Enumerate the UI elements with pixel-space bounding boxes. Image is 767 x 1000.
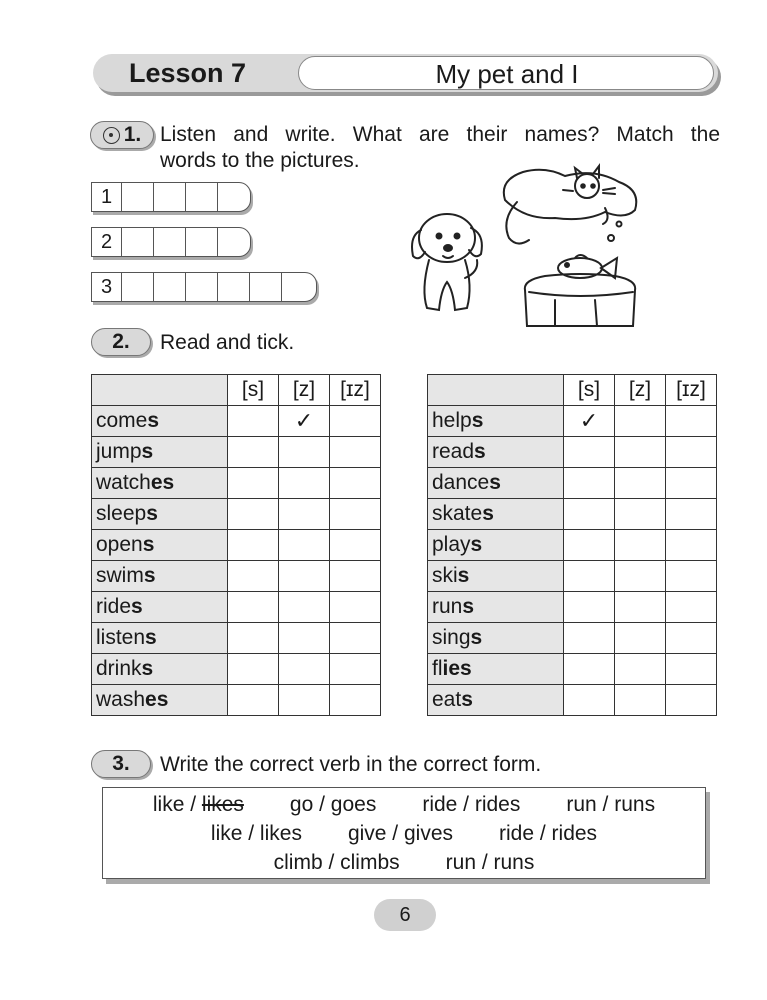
verb-ending: s (142, 533, 155, 556)
table-row (92, 468, 381, 499)
sound-table-right (427, 374, 717, 716)
lesson-number: Lesson 7 (129, 58, 247, 88)
letter-cell[interactable] (122, 273, 154, 301)
letter-cell[interactable] (154, 273, 186, 301)
tick-cell[interactable] (330, 499, 381, 530)
task2-instruction: Read and tick. (160, 331, 295, 354)
tick-cell[interactable] (615, 623, 666, 654)
word-bank-item: like / likes (152, 793, 244, 816)
page-number: 6 (374, 899, 436, 931)
header-blank-cell (92, 375, 228, 406)
tick-cell[interactable] (564, 530, 615, 561)
word-bank-item: go / goes (289, 793, 377, 816)
verb-stem: drink (96, 657, 142, 680)
tick-cell[interactable] (330, 530, 381, 561)
table-row (428, 530, 717, 561)
tick-cell[interactable] (666, 561, 717, 592)
table-row (428, 561, 717, 592)
tick-cell[interactable] (564, 592, 615, 623)
lesson-title: My pet and I (435, 59, 579, 89)
tick-cell[interactable] (279, 592, 330, 623)
tick-cell[interactable] (564, 685, 615, 716)
task3-number-badge (91, 750, 151, 778)
tick-cell[interactable] (228, 468, 279, 499)
tick-cell[interactable] (666, 654, 717, 685)
verb-stem: watch (96, 471, 151, 494)
task1-number: 1. (123, 123, 142, 146)
puppy-icon (412, 214, 482, 310)
verb-stem: swim (96, 564, 144, 587)
tick-cell[interactable] (228, 437, 279, 468)
letter-cell[interactable] (186, 228, 218, 256)
verb-cell (92, 623, 228, 654)
sound-header-cell: [z] (615, 375, 666, 406)
verb-ending: s (141, 440, 154, 463)
letter-cell[interactable] (186, 183, 218, 211)
tick-cell[interactable] (279, 468, 330, 499)
verb-cell (428, 530, 564, 561)
tick-cell[interactable] (666, 406, 717, 437)
verb-cell (428, 437, 564, 468)
table-row (92, 437, 381, 468)
letter-cell[interactable] (218, 183, 250, 211)
audio-disc-icon (103, 127, 120, 144)
sound-header-cell: [s] (228, 375, 279, 406)
word-bank-item: run / runs (566, 793, 656, 816)
tick-cell[interactable] (564, 437, 615, 468)
tick-cell[interactable] (666, 685, 717, 716)
verb-stem: run (432, 595, 463, 618)
table-row (428, 623, 717, 654)
task3-instruction: Write the correct verb in the correct form. (160, 753, 542, 776)
tick-cell[interactable] (615, 592, 666, 623)
verb-stem: ski (432, 564, 458, 587)
tick-cell[interactable] (666, 499, 717, 530)
tick-cell[interactable] (666, 592, 717, 623)
verb-stem: wash (96, 688, 146, 711)
tick-cell[interactable] (615, 561, 666, 592)
table-row (92, 499, 381, 530)
fish-bowl-icon (525, 222, 635, 327)
tick-cell[interactable] (228, 406, 279, 437)
verb-ending: s (145, 626, 157, 649)
sound-header-cell: [s] (564, 375, 615, 406)
verb-cell (92, 530, 228, 561)
verb-cell (428, 654, 564, 685)
table-header-row (92, 375, 381, 406)
table-row (92, 654, 381, 685)
tick-cell[interactable] (279, 530, 330, 561)
verb-stem: dance (432, 471, 490, 494)
tick-cell[interactable] (564, 499, 615, 530)
tick-cell[interactable] (564, 561, 615, 592)
verb-ending: s (471, 409, 484, 432)
verb-stem: read (432, 440, 475, 463)
tick-cell[interactable] (666, 437, 717, 468)
tick-cell[interactable] (330, 654, 381, 685)
verb-stem: play (432, 533, 471, 556)
table-row (428, 685, 717, 716)
verb-ending: s (147, 409, 160, 432)
verb-stem: eat (432, 688, 462, 711)
verb-ending: s (143, 564, 156, 587)
letter-cell[interactable] (122, 228, 154, 256)
word-bank-line-3 (103, 851, 705, 875)
tick-cell[interactable] (615, 685, 666, 716)
verb-stem: help (432, 409, 472, 432)
tick-cell[interactable] (228, 499, 279, 530)
word-bank-line-1 (103, 793, 705, 817)
word-bank-line-2 (103, 822, 705, 846)
sound-header-cell: [ɪz] (330, 375, 381, 406)
verb-cell (92, 437, 228, 468)
word-bank (102, 787, 706, 879)
tick-cell[interactable] (279, 561, 330, 592)
checkmark-icon: ✓ (294, 408, 314, 433)
verb-cell (428, 623, 564, 654)
verb-ending: s (146, 502, 158, 525)
tick-cell[interactable] (564, 623, 615, 654)
letter-cell[interactable] (282, 273, 314, 301)
word-bank-item: climb / climbs (273, 851, 400, 874)
tick-cell[interactable] (615, 530, 666, 561)
tick-cell[interactable] (666, 623, 717, 654)
verb-stem: open (96, 533, 143, 556)
letter-cell[interactable] (154, 228, 186, 256)
tick-cell[interactable] (279, 499, 330, 530)
tick-cell[interactable] (615, 406, 666, 437)
table-row (428, 654, 717, 685)
letter-cell[interactable] (186, 273, 218, 301)
verb-ending: s (457, 564, 470, 587)
word-bank-item: like / likes (210, 822, 302, 845)
letter-cell[interactable] (154, 183, 186, 211)
table-row (92, 592, 381, 623)
verb-stem: ride (96, 595, 132, 618)
tick-cell[interactable] (615, 468, 666, 499)
answer-box-label: 2 (92, 228, 122, 256)
tick-cell[interactable] (330, 685, 381, 716)
tick-cell[interactable] (228, 530, 279, 561)
verb-cell (92, 592, 228, 623)
table-row (92, 406, 381, 437)
task1-instruction-line2: words to the pictures. (160, 149, 360, 172)
cat-icon (504, 166, 636, 244)
letter-cell[interactable] (218, 228, 250, 256)
tick-cell[interactable] (228, 561, 279, 592)
table-row (428, 437, 717, 468)
tick-cell[interactable] (279, 437, 330, 468)
tick-cell[interactable] (279, 406, 330, 437)
crossed-out-word: likes (201, 793, 244, 816)
verb-ending: s (470, 626, 483, 649)
table-row (92, 623, 381, 654)
tick-cell[interactable] (666, 530, 717, 561)
verb-cell (92, 499, 228, 530)
verb-ending: ies (442, 657, 472, 680)
verb-cell (428, 406, 564, 437)
tick-cell[interactable] (666, 468, 717, 499)
task2-number-badge (91, 328, 151, 356)
verb-cell (92, 406, 228, 437)
word-bank-item: give / gives (347, 822, 454, 845)
verb-stem: sleep (96, 502, 147, 525)
answer-box-2[interactable] (91, 227, 251, 257)
tick-cell[interactable] (564, 654, 615, 685)
verb-ending: s (474, 440, 486, 463)
sound-header-cell: [ɪz] (666, 375, 717, 406)
tick-cell[interactable] (330, 592, 381, 623)
verb-cell (92, 654, 228, 685)
verb-ending: s (461, 688, 473, 711)
tick-cell[interactable] (615, 654, 666, 685)
task2-number: 2. (112, 330, 130, 353)
verb-cell (428, 561, 564, 592)
tick-cell[interactable] (330, 561, 381, 592)
table-row (428, 406, 717, 437)
checkmark-icon: ✓ (579, 408, 599, 433)
sound-header-cell: [z] (279, 375, 330, 406)
verb-cell (428, 592, 564, 623)
tick-cell[interactable] (330, 437, 381, 468)
verb-cell (428, 685, 564, 716)
sound-table-left (91, 374, 381, 716)
verb-stem: jump (96, 440, 142, 463)
lesson-title-box (298, 56, 714, 90)
task3-number: 3. (112, 752, 130, 775)
tick-cell[interactable] (564, 406, 615, 437)
verb-cell (92, 561, 228, 592)
letter-cell[interactable] (122, 183, 154, 211)
verb-cell (428, 499, 564, 530)
verb-cell (92, 685, 228, 716)
pets-illustration (405, 160, 675, 330)
answer-box-1[interactable] (91, 182, 251, 212)
verb-ending: s (489, 471, 501, 494)
task1-instruction-line1: Listen and write. What are their names? Match the (160, 123, 720, 146)
tick-cell[interactable] (330, 468, 381, 499)
tick-cell[interactable] (228, 685, 279, 716)
lesson-banner (93, 54, 718, 92)
tick-cell[interactable] (279, 623, 330, 654)
tick-cell[interactable] (228, 623, 279, 654)
tick-cell[interactable] (330, 406, 381, 437)
tick-cell[interactable] (330, 623, 381, 654)
tick-cell[interactable] (228, 654, 279, 685)
table-header-row (428, 375, 717, 406)
letter-cell[interactable] (250, 273, 282, 301)
tick-cell[interactable] (615, 499, 666, 530)
answer-box-label: 3 (92, 273, 122, 301)
verb-stem: listen (96, 626, 146, 649)
tick-cell[interactable] (615, 437, 666, 468)
word-bank-item: ride / rides (422, 793, 521, 816)
letter-cell[interactable] (218, 273, 250, 301)
tick-cell[interactable] (228, 592, 279, 623)
tick-cell[interactable] (279, 654, 330, 685)
answer-box-3[interactable] (91, 272, 317, 302)
verb-cell (92, 468, 228, 499)
tick-cell[interactable] (564, 468, 615, 499)
verb-stem: come (96, 409, 148, 432)
verb-stem: fl (432, 657, 443, 680)
word-bank-item: ride / rides (499, 822, 598, 845)
verb-ending: s (131, 595, 143, 618)
verb-ending: s (482, 502, 494, 525)
table-row (428, 499, 717, 530)
table-row (428, 468, 717, 499)
word-bank-item: run / runs (445, 851, 535, 874)
header-blank-cell (428, 375, 564, 406)
verb-stem: sing (432, 626, 471, 649)
answer-box-label: 1 (92, 183, 122, 211)
verb-ending: es (150, 471, 175, 494)
tick-cell[interactable] (279, 685, 330, 716)
table-row (92, 561, 381, 592)
verb-ending: s (470, 533, 483, 556)
verb-stem: skate (432, 502, 483, 525)
verb-ending: s (462, 595, 475, 618)
verb-cell (428, 468, 564, 499)
verb-ending: s (141, 657, 154, 680)
table-row (92, 685, 381, 716)
table-row (92, 530, 381, 561)
task1-number-badge (90, 121, 154, 149)
verb-ending: es (145, 688, 169, 711)
table-row (428, 592, 717, 623)
